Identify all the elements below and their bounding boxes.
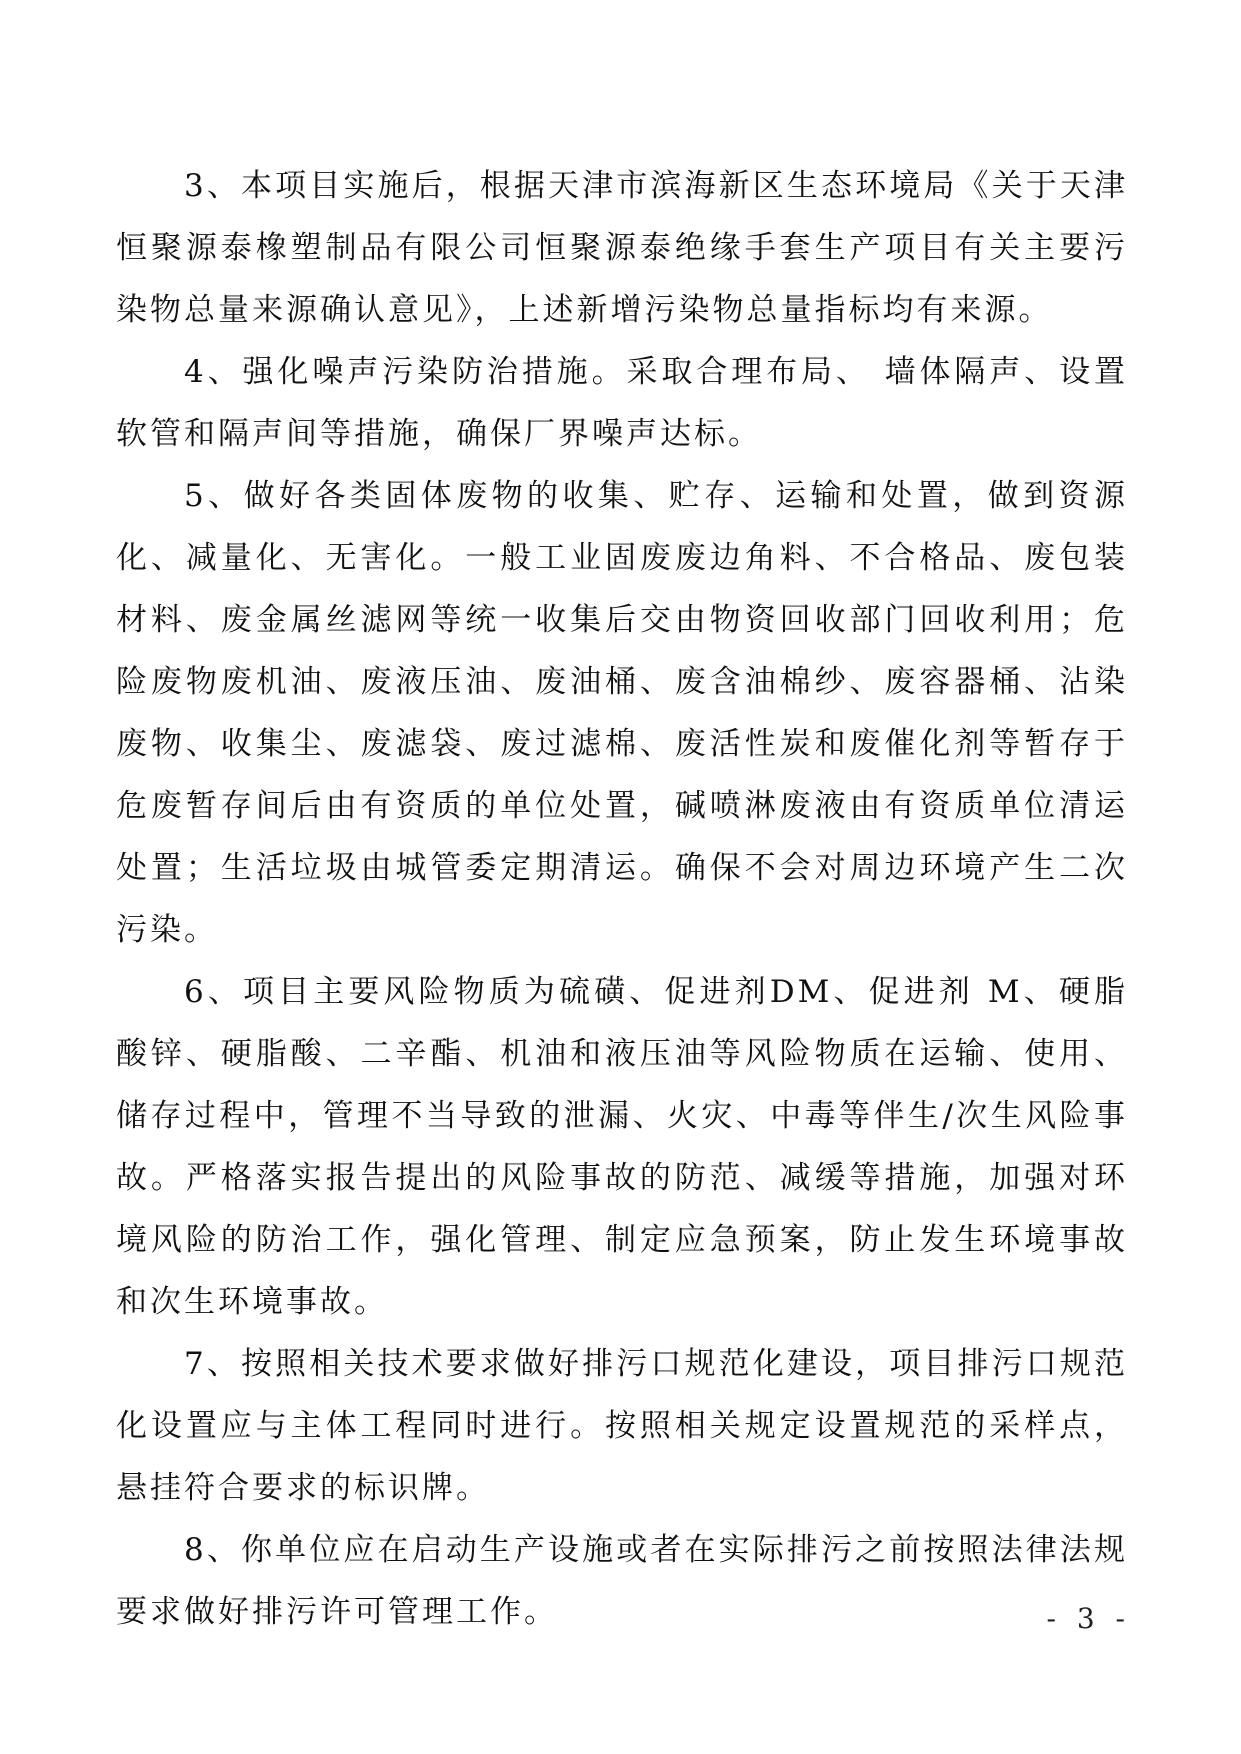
paragraph-item-3: 3、本项目实施后，根据天津市滨海新区生态环境局《关于天津恒聚源泰橡塑制品有限公司恒聚源泰绝缘手套生产项目有关主要污染物总量来源确认意见》，上述新增污染物总量指标均有来源。 [116, 168, 1128, 328]
paragraph-item-5: 5、做好各类固体废物的收集、贮存、运输和处置，做到资源化、减量化、无害化。一般工业固废废边角料、不合格品、废包装材料、废金属丝滤网等统一收集后交由物资回收部门回收利用；危险废物废机油、废液压油、废油桶、废含油棉纱、废容器桶、沾染废物、收集尘、废滤袋、废过滤棉、废活性炭和废催化剂等暂存于危废暂存间后由有资质的单位处置，碱喷淋废液由有资质单位清运处置；生活垃圾由城管委定期清运。确保不会对周边环境产生二次污染。 [116, 478, 1128, 948]
document-body [116, 155, 1128, 1643]
paragraph-item-4: 4、强化噪声污染防治措施。采取合理布局、 墙体隔声、设置软管和隔声间等措施，确保厂界噪声达标。 [116, 354, 1128, 452]
page-number: - 3 - [1046, 1602, 1131, 1635]
paragraph-item-8: 8、你单位应在启动生产设施或者在实际排污之前按照法律法规要求做好排污许可管理工作。 [116, 1532, 1128, 1630]
paragraph-item-7: 7、按照相关技术要求做好排污口规范化建设，项目排污口规范化设置应与主体工程同时进行。按照相关规定设置规范的采样点，悬挂符合要求的标识牌。 [116, 1346, 1128, 1506]
paragraph-item-6: 6、项目主要风险物质为硫磺、促进剂DM、促进剂 M、硬脂酸锌、硬脂酸、二辛酯、机油和液压油等风险物质在运输、使用、储存过程中，管理不当导致的泄漏、火灾、中毒等伴生/次生风险事故。严格落实报告提出的风险事故的防范、减缓等措施，加强对环境风险的防治工作，强化管理、制定应急预案，防止发生环境事故和次生环境事故。 [116, 974, 1128, 1320]
